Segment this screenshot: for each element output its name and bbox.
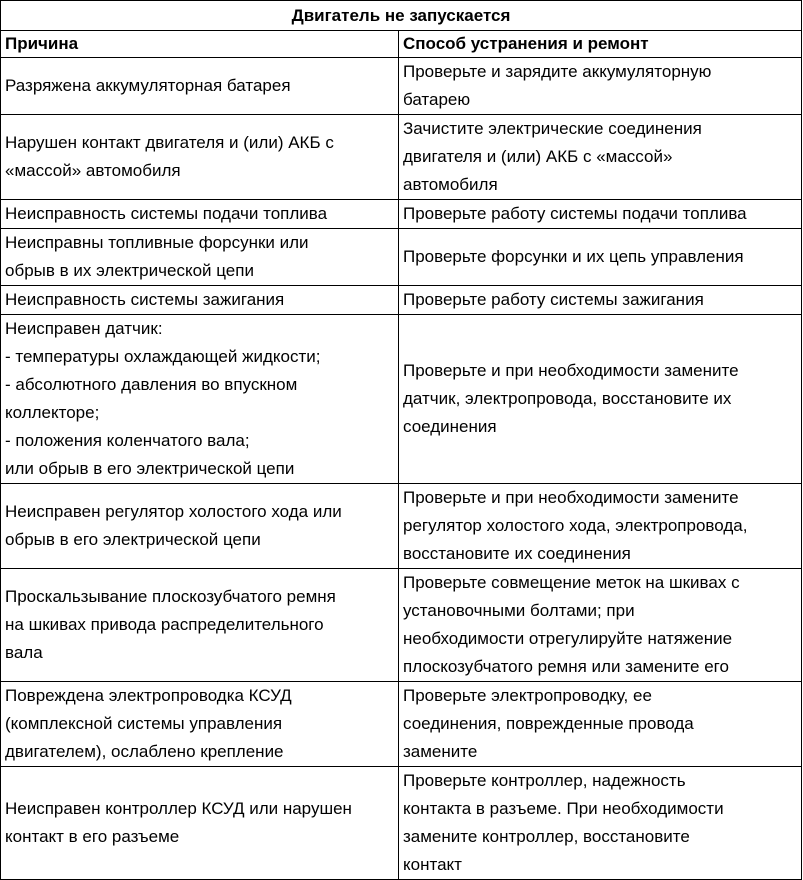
table-header-row — [1, 31, 802, 58]
remedy-cell: Проверьте форсунки и их цепь управления — [399, 229, 802, 286]
cause-cell: Неисправен регулятор холостого хода или обрыв в его электрической цепи — [1, 484, 399, 569]
table-row — [1, 200, 802, 229]
remedy-cell: Проверьте работу системы зажигания — [399, 286, 802, 315]
header-cause: Причина — [1, 31, 399, 58]
table-row — [1, 484, 802, 569]
cause-cell: Разряжена аккумуляторная батарея — [1, 58, 399, 115]
cause-cell: Нарушен контакт двигателя и (или) АКБ с «массой» автомобиля — [1, 115, 399, 200]
table-row — [1, 229, 802, 286]
table-row — [1, 58, 802, 115]
remedy-cell: Проверьте работу системы подачи топлива — [399, 200, 802, 229]
remedy-cell: Проверьте совмещение меток на шкивах с установочными болтами; при необходимости отрегулируйте натяжение плоскозубчатого ремня или замените его — [399, 569, 802, 682]
cause-cell: Неисправность системы подачи топлива — [1, 200, 399, 229]
table-row — [1, 767, 802, 880]
table-row — [1, 286, 802, 315]
cause-cell: Неисправность системы зажигания — [1, 286, 399, 315]
remedy-cell: Зачистите электрические соединения двигателя и (или) АКБ с «массой» автомобиля — [399, 115, 802, 200]
remedy-cell: Проверьте и при необходимости замените регулятор холостого хода, электропровода, восстановите их соединения — [399, 484, 802, 569]
cause-cell: Повреждена электропроводка КСУД (комплексной системы управления двигателем), ослаблено крепление — [1, 682, 399, 767]
table-title: Двигатель не запускается — [1, 1, 802, 31]
remedy-cell: Проверьте и при необходимости замените датчик, электропровода, восстановите их соединения — [399, 315, 802, 484]
table-row — [1, 569, 802, 682]
remedy-cell: Проверьте и зарядите аккумуляторную батарею — [399, 58, 802, 115]
cause-cell: Неисправен контроллер КСУД или нарушен контакт в его разъеме — [1, 767, 399, 880]
table-row — [1, 115, 802, 200]
header-remedy: Способ устранения и ремонт — [399, 31, 802, 58]
cause-cell: Проскальзывание плоскозубчатого ремня на шкивах привода распределительного вала — [1, 569, 399, 682]
table-row — [1, 315, 802, 484]
table-title-row — [1, 1, 802, 31]
table-row — [1, 682, 802, 767]
cause-cell: Неисправны топливные форсунки или обрыв в их электрической цепи — [1, 229, 399, 286]
remedy-cell: Проверьте контроллер, надежность контакта в разъеме. При необходимости замените контроллер, восстановите контакт — [399, 767, 802, 880]
cause-cell: Неисправен датчик: - температуры охлаждающей жидкости; - абсолютного давления во впускном коллекторе; - положения коленчатого вала; или обрыв в его электрической цепи — [1, 315, 399, 484]
remedy-cell: Проверьте электропроводку, ее соединения, поврежденные провода замените — [399, 682, 802, 767]
